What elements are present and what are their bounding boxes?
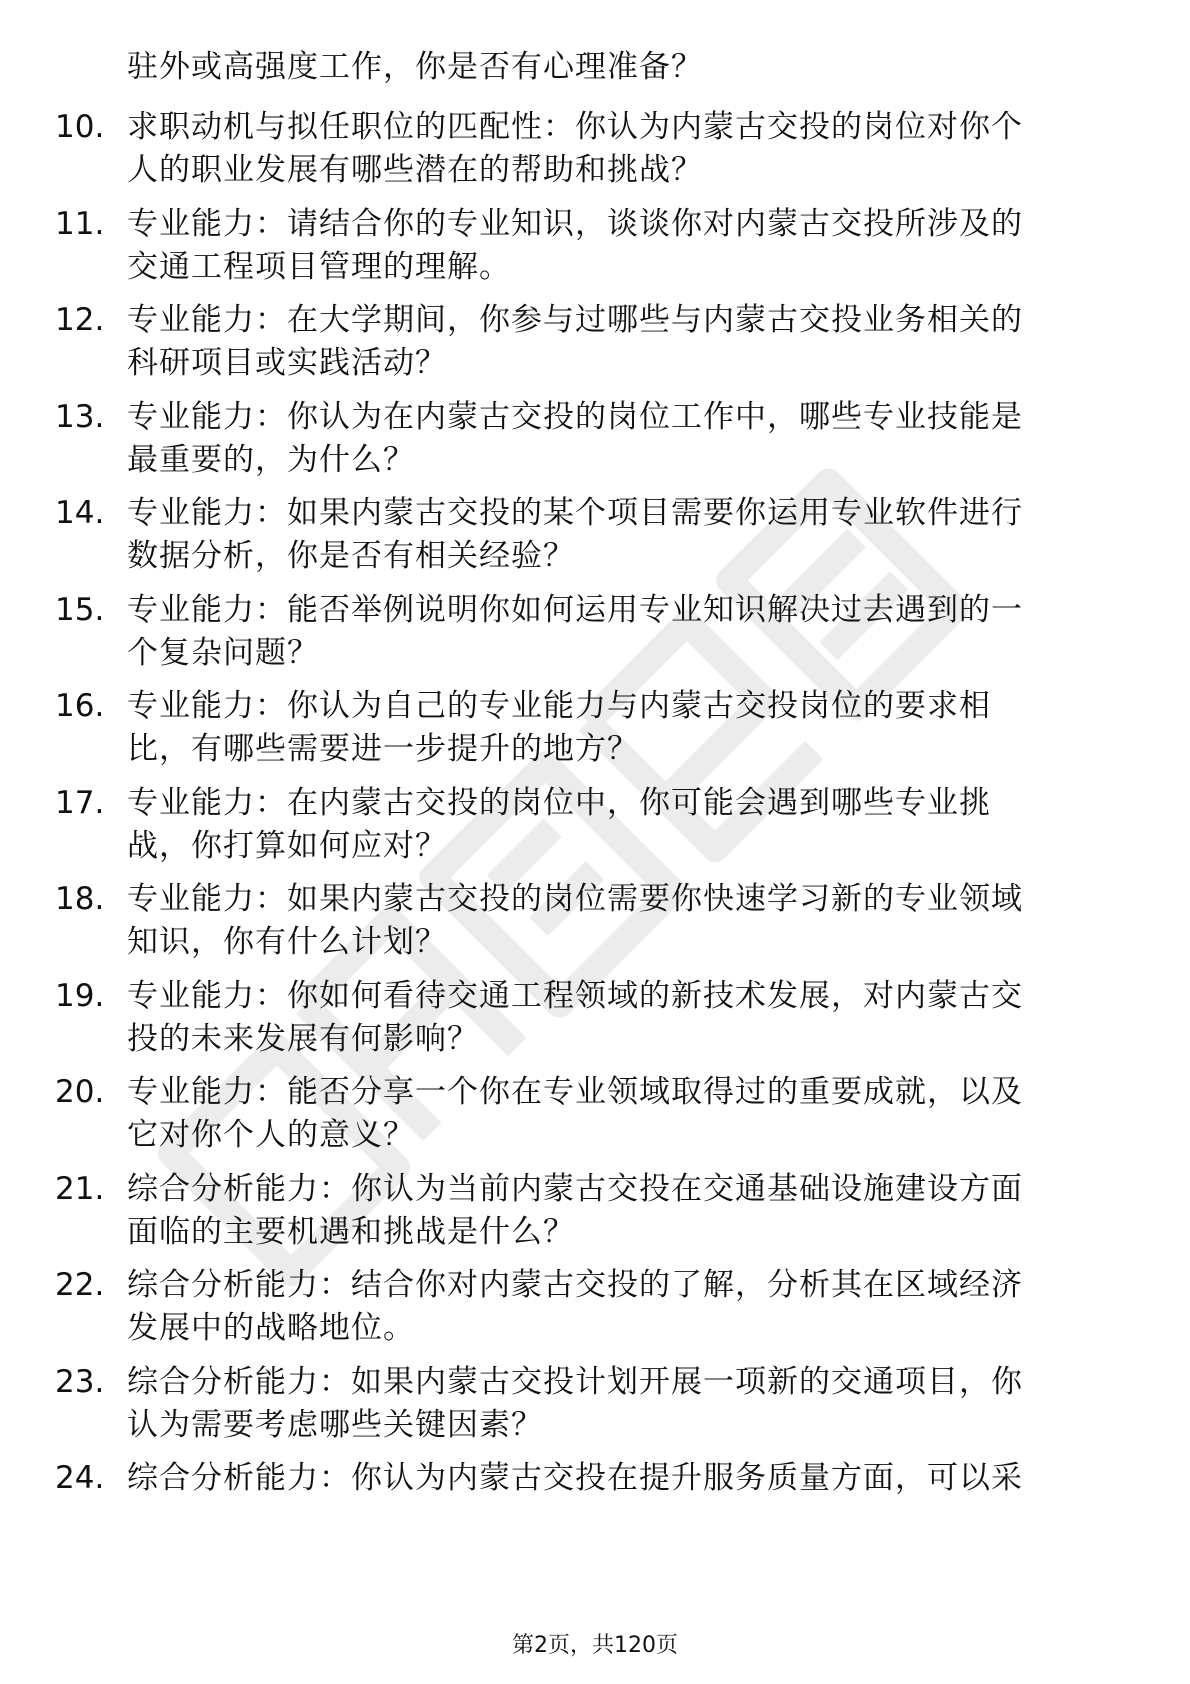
question-number: 22. bbox=[55, 1267, 105, 1303]
question-text-line: 专业能力：如果内蒙古交投的岗位需要你快速学习新的专业领域 bbox=[127, 881, 1023, 917]
question-text-line: 专业能力：你如何看待交通工程领域的新技术发展，对内蒙古交 bbox=[127, 977, 1023, 1014]
question-text-line: 交通工程项目管理的理解。 bbox=[127, 248, 511, 285]
question-text-line: 专业能力：你认为自己的专业能力与内蒙古交投岗位的要求相 bbox=[127, 688, 991, 724]
question-text-line: 综合分析能力：如果内蒙古交投计划开展一项新的交通项目，你 bbox=[127, 1363, 1023, 1400]
question-text-line: 最重要的，为什么？ bbox=[127, 441, 415, 478]
question-number: 10. bbox=[55, 109, 105, 145]
question-number: 12. bbox=[55, 302, 105, 338]
question-text-line: 综合分析能力：你认为当前内蒙古交投在交通基础设施建设方面 bbox=[127, 1170, 1023, 1207]
question-text-line: 战，你打算如何应对？ bbox=[127, 827, 447, 864]
question-text-line: 综合分析能力：结合你对内蒙古交投的了解，分析其在区域经济 bbox=[127, 1267, 1023, 1303]
question-text-line: 专业能力：请结合你的专业知识，谈谈你对内蒙古交投所涉及的 bbox=[127, 205, 1023, 242]
question-text-line: 投的未来发展有何影响？ bbox=[127, 1020, 479, 1057]
continuation-line: 驻外或高强度工作，你是否有心理准备？ bbox=[127, 49, 703, 85]
question-text-line: 专业能力：在大学期间，你参与过哪些与内蒙古交投业务相关的 bbox=[127, 302, 1023, 338]
question-number: 18. bbox=[55, 881, 105, 917]
question-text-line: 专业能力：能否分享一个你在专业领域取得过的重要成就，以及 bbox=[127, 1074, 1023, 1110]
question-number: 13. bbox=[55, 398, 105, 435]
question-text-line: 比，有哪些需要进一步提升的地方？ bbox=[127, 731, 639, 767]
question-number: 20. bbox=[55, 1074, 105, 1110]
question-text-line: 专业能力：你认为在内蒙古交投的岗位工作中，哪些专业技能是 bbox=[127, 398, 1023, 435]
question-text-line: 人的职业发展有哪些潜在的帮助和挑战？ bbox=[127, 152, 703, 188]
question-text-line: 个复杂问题？ bbox=[127, 634, 319, 671]
question-number: 16. bbox=[55, 688, 105, 724]
question-text-line: 知识，你有什么计划？ bbox=[127, 924, 447, 960]
question-number: 21. bbox=[55, 1170, 105, 1207]
question-text-line: 发展中的战略地位。 bbox=[127, 1310, 415, 1346]
question-number: 24. bbox=[55, 1460, 105, 1496]
question-text-line: 专业能力：如果内蒙古交投的某个项目需要你运用专业软件进行 bbox=[127, 495, 1023, 531]
question-text-line: 专业能力：能否举例说明你如何运用专业知识解决过去遇到的一 bbox=[127, 591, 1023, 628]
question-text-line: 求职动机与拟任职位的匹配性：你认为内蒙古交投的岗位对你个 bbox=[127, 109, 1023, 145]
question-number: 19. bbox=[55, 977, 105, 1014]
question-number: 14. bbox=[55, 495, 105, 531]
question-text-line: 数据分析，你是否有相关经验？ bbox=[127, 538, 575, 574]
question-number: 11. bbox=[55, 205, 105, 242]
question-number: 15. bbox=[55, 591, 105, 628]
question-text-line: 它对你个人的意义？ bbox=[127, 1117, 415, 1153]
question-number: 17. bbox=[55, 784, 105, 821]
question-text-line: 专业能力：在内蒙古交投的岗位中，你可能会遇到哪些专业挑 bbox=[127, 784, 991, 821]
question-text-line: 科研项目或实践活动？ bbox=[127, 345, 447, 381]
question-number: 23. bbox=[55, 1363, 105, 1400]
question-text-line: 认为需要考虑哪些关键因素？ bbox=[127, 1406, 543, 1443]
question-text-line: 面临的主要机遇和挑战是什么？ bbox=[127, 1213, 575, 1250]
question-text-line: 综合分析能力：你认为内蒙古交投在提升服务质量方面，可以采 bbox=[127, 1460, 1023, 1496]
page-footer: 第2页，共120页 bbox=[512, 1633, 678, 1658]
